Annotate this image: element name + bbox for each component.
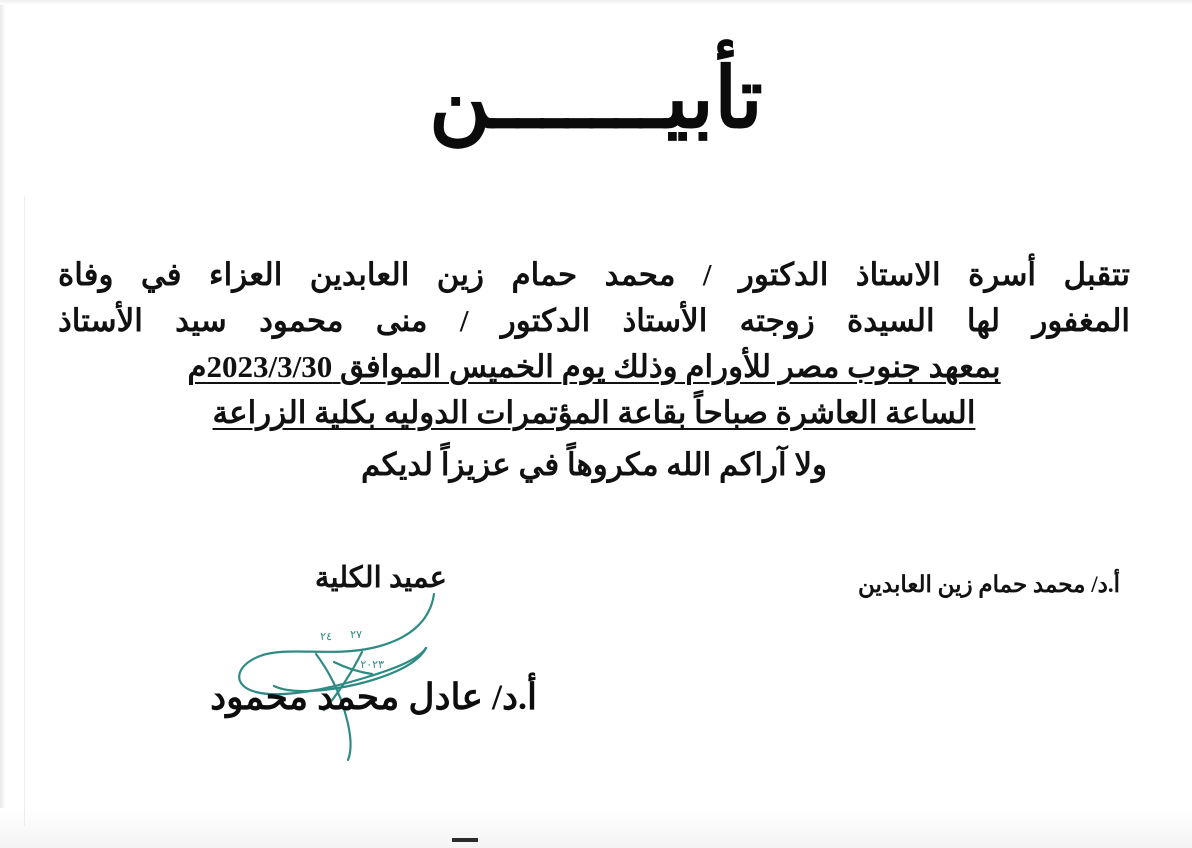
dean-name: أ.د/ عادل محمد محمود [210,677,537,717]
svg-text:٢٤: ٢٤ [320,631,332,643]
svg-text:٢٠٢٣: ٢٠٢٣ [360,659,384,671]
body-line-1: تتقبل أسرة الاستاذ الدكتور / محمد حمام زين العابدين العزاء في وفاة [58,257,1130,292]
obituary-body [58,252,1130,487]
footer-mark [452,838,478,842]
body-line-2: المغفور لها السيدة زوجته الأستاذ الدكتور / منى محمود سيد الأستاذ [58,302,1130,338]
scan-fold-line [24,196,25,826]
handwritten-signature-icon [212,582,492,762]
svg-text:٢٧: ٢٧ [350,629,362,641]
body-line-4: الساعة العاشرة صباحاً بقاعة المؤتمرات الدوليه بكلية الزراعة [212,394,976,430]
body-line-5: ولا آراكم الله مكروهاً في عزيزاً لديكم [361,446,827,482]
scan-edge-top [0,0,1192,5]
body-line-3: بمعهد جنوب مصر للأورام وذلك يوم الخميس الموافق 2023/3/30م [187,348,1001,384]
dean-label: عميد الكلية [314,562,447,594]
page-title: تأبيـــــــن [429,53,763,146]
bereaved-name: أ.د/ محمد حمام زين العابدين [858,572,1120,597]
scan-edge-bottom [0,808,1192,848]
